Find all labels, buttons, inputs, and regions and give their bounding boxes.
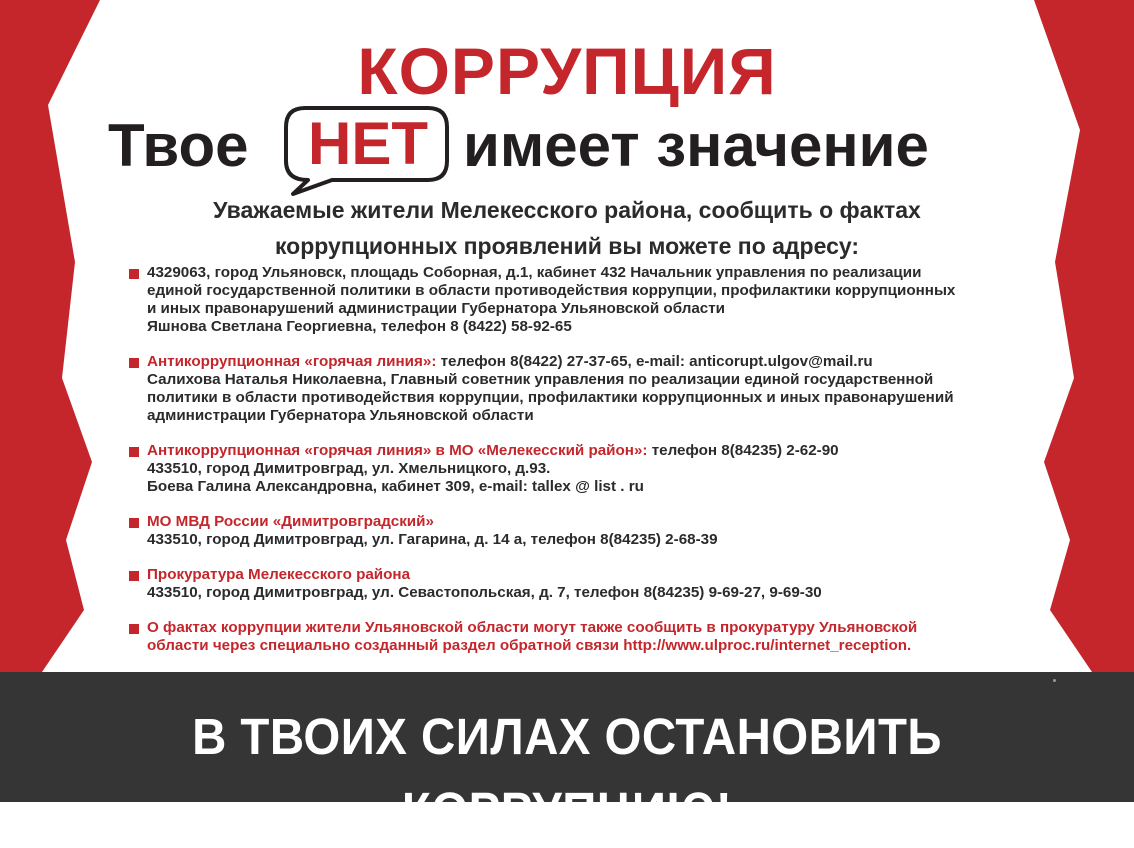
item-heading-line bbox=[147, 353, 1028, 371]
bullet-square bbox=[129, 269, 139, 279]
bullet-square bbox=[129, 624, 139, 634]
item-line: политики в области противодействия коррупции, профилактики коррупционных и иных правонарушений bbox=[147, 389, 954, 406]
item-line: администрации Губернатора Ульяновской области bbox=[147, 407, 534, 424]
item-heading-line bbox=[147, 442, 1028, 460]
intro-line-1: Уважаемые жители Мелекесского района, сообщить о фактах bbox=[213, 197, 921, 223]
slogan-before: Твое bbox=[108, 112, 249, 179]
poster-title: КОРРУПЦИЯ bbox=[357, 34, 777, 108]
item-line: 4329063, город Ульяновск, площадь Соборная, д.1, кабинет 432 Начальник управления по реализации bbox=[147, 264, 922, 281]
item-heading: Прокуратура Мелекесского района bbox=[147, 566, 411, 583]
intro-line-2: коррупционных проявлений вы можете по адресу: bbox=[274, 233, 860, 259]
bullet-square bbox=[129, 447, 139, 457]
footer-slogan: В ТВОИХ СИЛАХ ОСТАНОВИТЬ КОРРУПЦИЮ! bbox=[192, 708, 942, 839]
bullet-square bbox=[129, 358, 139, 368]
intro-text bbox=[0, 192, 1134, 264]
item-line: и иных правонарушений администрации Губернатора Ульяновской области bbox=[147, 300, 726, 317]
slogan-highlight: НЕТ bbox=[308, 110, 428, 177]
item-line: 433510, город Димитровград, ул. Хмельницкого, д.93. bbox=[147, 460, 551, 477]
contact-item-governor-office bbox=[128, 264, 1028, 336]
item-line: Боева Галина Александровна, кабинет 309, e-mail: tallex @ list . ru bbox=[147, 478, 644, 495]
contact-item-district-hotline bbox=[128, 442, 1028, 496]
contact-item-online-reception bbox=[128, 619, 1028, 655]
item-line: О фактах коррупции жители Ульяновской области могут также сообщить в прокуратуру Ульяновской bbox=[147, 619, 918, 636]
item-line: 433510, город Димитровград, ул. Севастопольская, д. 7, телефон 8(84235) 9-69-27, 9-69-30 bbox=[147, 584, 822, 601]
item-line: области через специально созданный раздел обратной связи http://www.ulproc.ru/internet_reception. bbox=[147, 637, 912, 654]
item-heading: Антикоррупционная «горячая линия»: bbox=[147, 353, 437, 370]
item-line: Салихова Наталья Николаевна, Главный советник управления по реализации единой государственной bbox=[147, 371, 934, 388]
speck bbox=[1053, 679, 1056, 682]
item-heading-rest: телефон 8(8422) 27-37-65, e-mail: anticorupt.ulgov@mail.ru bbox=[436, 353, 873, 370]
slogan-after: имеет значение bbox=[463, 112, 929, 179]
bullet-square bbox=[129, 518, 139, 528]
contact-list bbox=[128, 264, 1028, 672]
item-heading: Антикоррупционная «горячая линия» в МО «Мелекесский район»: bbox=[147, 442, 648, 459]
item-heading: МО МВД России «Димитровградский» bbox=[147, 513, 434, 530]
item-line: Яшнова Светлана Георгиевна, телефон 8 (8422) 58-92-65 bbox=[147, 318, 572, 335]
item-line: 433510, город Димитровград, ул. Гагарина, д. 14 а, телефон 8(84235) 2-68-39 bbox=[147, 531, 718, 548]
contact-item-regional-hotline bbox=[128, 353, 1028, 425]
bullet-square bbox=[129, 571, 139, 581]
contact-item-prosecutor bbox=[128, 566, 1028, 602]
item-heading-rest: телефон 8(84235) 2-62-90 bbox=[647, 442, 839, 459]
contact-item-police bbox=[128, 513, 1028, 549]
item-line: единой государственной политики в области противодействия коррупции, профилактики коррупционных bbox=[147, 282, 956, 299]
